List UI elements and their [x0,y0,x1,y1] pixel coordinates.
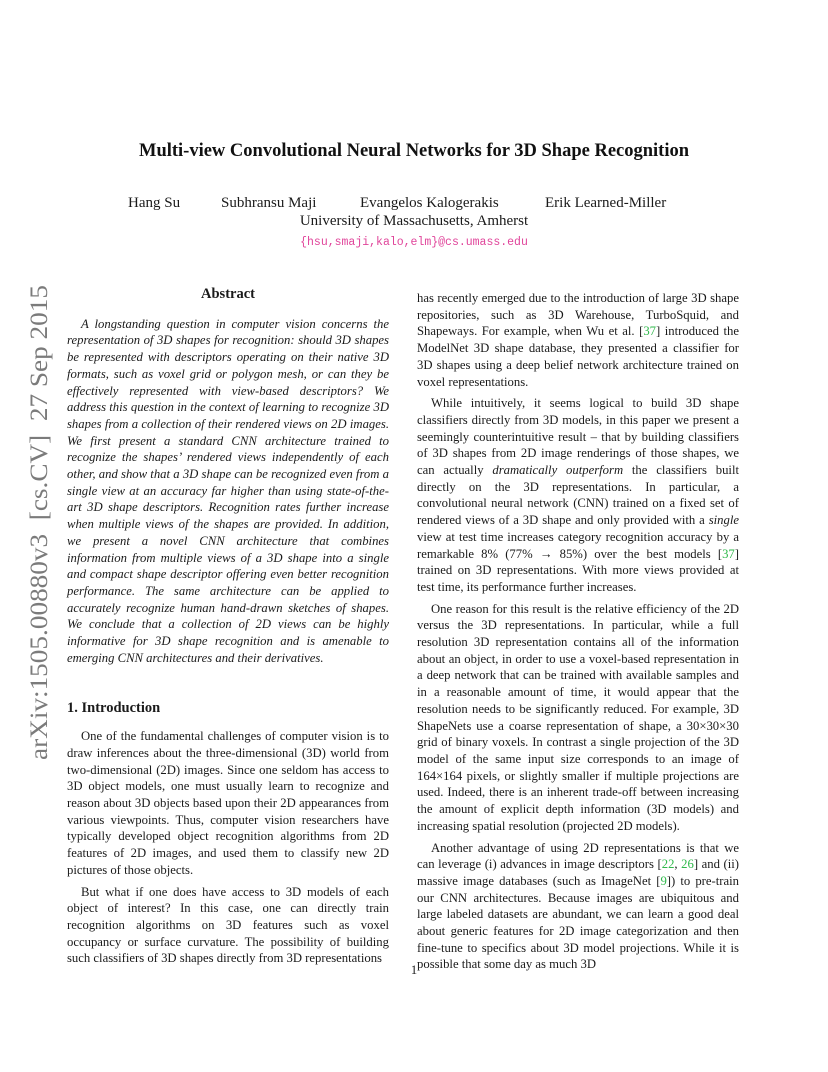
left-column [67,286,389,972]
author-name: Evangelos Kalogerakis [360,195,499,211]
author-list [128,195,688,215]
citation-link[interactable]: 22 [661,857,675,872]
text-run: view at test time increases category recognition accuracy by a remarkable 8% (77% → 85%) over the best models [ [417,529,739,561]
text-run: ]) to pre-train our CNN architectures. Because images are ubiquitous and large labeled datasets are abundant, we can learn a good deal about generic features for 2D image categorization and then fine-tune to specifics about 3D model projections. While it is possible that some day as much 3D [417,873,739,972]
paper-title: Multi-view Convolutional Neural Networks for 3D Shape Recognition [138,141,690,161]
emphasis-text: dramatically outperform [492,463,624,478]
text-run: While intuitively, it seems logical to build 3D shape classifiers directly from 3D models, in this paper we present a seemingly counterintuitive result – that by building classifiers of 3D shapes from 2D image renderings of those shapes, we can actually [417,396,739,478]
abstract-heading: Abstract [201,286,255,302]
body-paragraph [417,840,739,974]
arxiv-stamp [20,285,54,760]
intro-paragraph-1: One of the fundamental challenges of computer vision is to draw inferences about the three-dimensional (3D) world from two-dimensional (2D) images. Since one seldom has access to 3D object models, one must usually learn to recognize and reason about 3D objects based upon their 2D appearances from various viewpoints. Thus, computer vision researchers have typically developed object recognition algorithms from 2D features of 2D images, and used them to classify new 2D pictures of those objects. [67,729,389,877]
right-column [417,290,739,978]
section-heading-introduction: 1. Introduction [67,700,161,717]
body-paragraph: One reason for this result is the relative efficiency of the 2D versus the 3D representations. In particular, while a full resolution 3D representation contains all of the information about an object, in order to use a voxel-based representation in a deep network that can be trained with available samples and in a reasonable amount of time, it would appear that the resolution needs to be significantly reduced. For example, 3D ShapeNets use a coarse representation of shape, a 30×30×30 grid of binary voxels. In contrast a single projection of the 3D model of the same input size corresponds to an image of 164×164 pixels, or slightly smaller if multiple projections are used. Indeed, there is an inherent trade-off between increasing the amount of explicit depth information (3D models) and increasing spatial resolution (projected 2D models). [417,601,739,833]
citation-link[interactable]: 26 [681,857,694,872]
intro-paragraph-2: But what if one does have access to 3D models of each object of interest? In this case, one can directly train recognition algorithms on 3D features such as voxel occupancy or surface curvature. The possibility of building such classifiers of 3D shapes directly from 3D representations [67,884,389,966]
text-run: ] and (ii) massive image databases (such as ImageNet [ [417,857,739,888]
page-number: 1 [410,963,418,977]
text-run: ] introduced the ModelNet 3D shape database, they presented a classifier for 3D shapes using a deep belief network architecture trained on voxel representations. [417,324,739,389]
arxiv-stamp-text: arXiv:1505.00880v3 [cs.CV] 27 Sep 2015 [24,315,53,760]
body-paragraph [417,395,739,595]
citation-link[interactable]: 37 [722,546,735,561]
abstract-text: A longstanding question in computer vision concerns the representation of 3D shapes for recognition: should 3D shapes be represented with descriptors operating on their native 3D formats, such as voxel grid or polygon mesh, or can they be effectively represented with view-based descriptors? We address this question in the context of learning to recognize 3D shapes from a collection of their rendered views on 2D images. We first present a standard CNN architecture trained to recognize the shapes’ rendered views independently of each other, and show that a 3D shape can be recognized even from a single view at an accuracy far higher than using state-of-the-art 3D shape descriptors. Recognition rates further increase when multiple views of the shapes are provided. In addition, we present a novel CNN architecture that combines information from multiple views of a 3D shape into a single and compact shape descriptor offering even better recognition performance. The same architecture can be applied to accurately recognize human hand-drawn sketches of shapes. We conclude that a collection of 2D views can be highly informative for 3D shape recognition and is amenable to emerging CNN architectures and their derivatives. [67,316,389,665]
emphasis-text: single [708,513,739,528]
author-email: {hsu,smaji,kalo,elm}@cs.umass.edu [300,236,528,249]
author-name: Erik Learned-Miller [545,195,667,211]
text-run: has recently emerged due to the introduction of large 3D shape repositories, such as 3D Warehouse, TurboSquid, and Shapeways. For example, when Wu et al. [ [417,291,739,339]
citation-link[interactable]: 37 [643,324,656,339]
author-name: Subhransu Maji [221,195,317,211]
body-paragraph-continued [417,290,739,390]
text-run: the classifiers built directly on the 3D representations. In particular, a convolutional neural network (CNN) trained on a fixed set of rendered views of a 3D shape and only provided with a [417,463,740,528]
text-run: Another advantage of using 2D representations is that we can leverage (i) advances in image descriptors [ [417,840,739,872]
text-run: , [674,857,682,872]
author-name: Hang Su [128,195,181,211]
citation-link[interactable]: 9 [660,873,667,888]
affiliation: University of Massachusetts, Amherst [299,213,529,229]
text-run: ] trained on 3D representations. With more views provided at test time, its performance further increases. [417,546,739,594]
